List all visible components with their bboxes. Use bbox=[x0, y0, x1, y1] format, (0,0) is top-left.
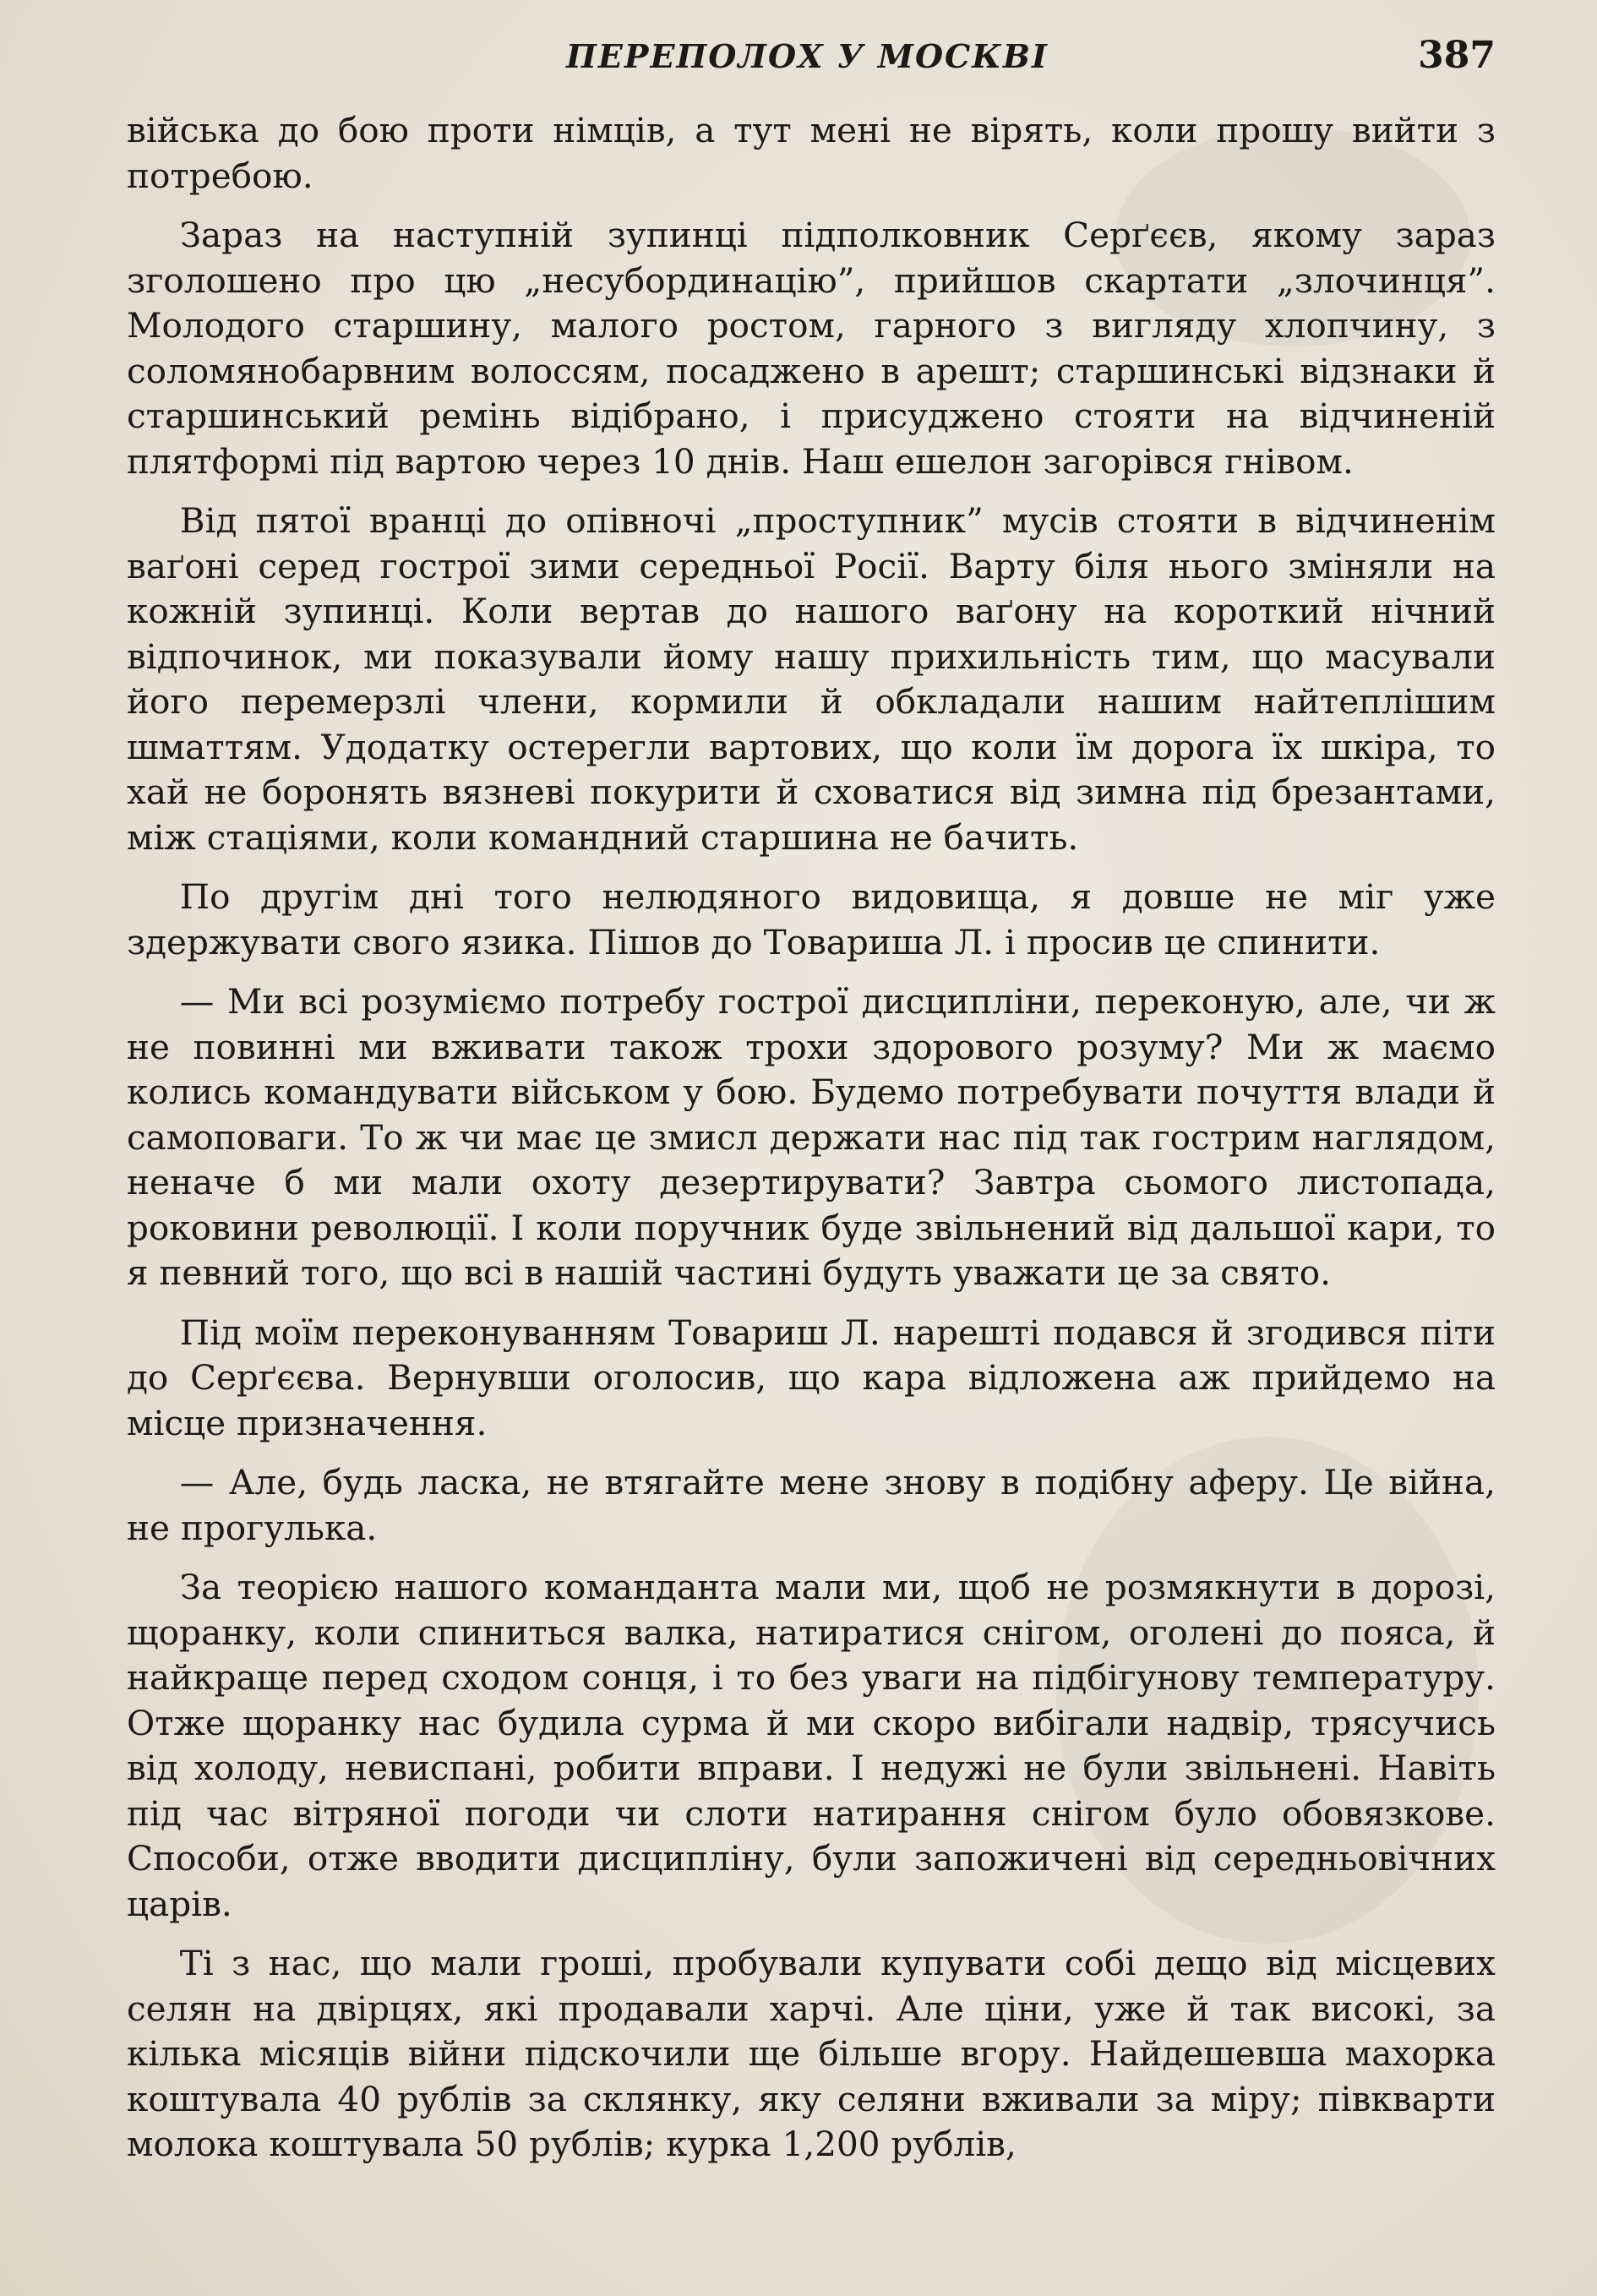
paragraph: По другім дні того нелюдяного видовища, я довше не міг уже здержувати свого язика. Пішов до Товариша Л. і просив це спинити. bbox=[127, 876, 1496, 963]
page-header bbox=[127, 34, 1496, 85]
page-number: 387 bbox=[1418, 34, 1496, 77]
paragraph: війська до бою проти німців, а тут мені не вірять, коли прошу вийти з потребою. bbox=[127, 110, 1496, 196]
body-text bbox=[127, 108, 1496, 2182]
paragraph: Від пятої вранці до опівночі „проступник” мусів стояти в відчиненім ваґоні серед гострої зими середньої Росії. Варту біля нього зміняли на кожній зупинці. Коли вертав до нашого ваґону на короткий нічний відпочинок, ми показували йому нашу прихильність тим, що масували його перемерзлі члени, кормили й обкладали нашим найтеплішим шматтям. Удодатку остерегли вартових, що коли їм дорога їх шкіра, то хай не боронять вязневі покурити й сховатися від зимна під брезантами, між стаціями, коли командний старшина не бачить. bbox=[127, 500, 1496, 858]
dialogue-paragraph: — Ми всі розуміємо потребу гострої дисципліни, переконую, але, чи ж не повинні ми вживати також трохи здорового розуму? Ми ж маємо колись командувати військом у бою. Будемо потребувати почуття влади й самоповаги. То ж чи має це змисл держати нас під так гострим наглядом, неначе б ми мали охоту дезертирувати? Завтра сьомого листопада, роковини революції. І коли поручник буде звільнений від дальшої кари, то я певний того, що всі в нашій частині будуть уважати це за свято. bbox=[127, 981, 1496, 1293]
paragraph: Під моїм переконуванням Товариш Л. нарешті подався й згодився піти до Серґєєва. Вернувши оголосив, що кара відложена аж прийдемо на місце призначення. bbox=[127, 1312, 1496, 1443]
paragraph: Зараз на наступній зупинці підполковник Серґєєв, якому зараз зголошено про цю „несубординацію”, прийшов скартати „злочинця”. Молодого старшину, малого ростом, гарного з вигляду хлопчину, з соломянобарвним волоссям, посаджено в арешт; старшинські відзнаки й старшинський ремінь відібрано, і присуджено стояти на відчиненій плятформі під вартою через 10 днів. Наш ешелон загорівся гнівом. bbox=[127, 215, 1496, 482]
dialogue-paragraph: — Але, будь ласка, не втягайте мене знову в подібну аферу. Це війна, не прогулька. bbox=[127, 1462, 1496, 1548]
running-title: ПЕРЕПОЛОХ У МОСКВІ bbox=[566, 37, 1049, 75]
paragraph: Ті з нас, що мали гроші, пробували купувати собі дещо від місцевих селян на двірцях, які продавали харчі. Але ціни, уже й так високі, за кілька місяців війни підскочили ще більше вгору. Найдешевша махорка коштувала 40 рублів за склянку, яку селяни вживали за міру; півкварти молока коштувала 50 рублів; курка 1,200 рублів, bbox=[127, 1943, 1496, 2164]
paragraph: За теорією нашого команданта мали ми, щоб не розмякнути в дорозі, щоранку, коли спиниться валка, натиратися снігом, оголені до пояса, й найкраще перед сходом сонця, і то без уваги на підбігунову температуру. Отже щоранку нас будила сурма й ми скоро вибігали надвір, трясучись від холоду, невиспані, робити вправи. І недужі не були звільнені. Навіть під час вітряної погоди чи слоти натирання снігом було обовязкове. Способи, отже вводити дисципліну, були запожичені від середньовічних царів. bbox=[127, 1567, 1496, 1924]
